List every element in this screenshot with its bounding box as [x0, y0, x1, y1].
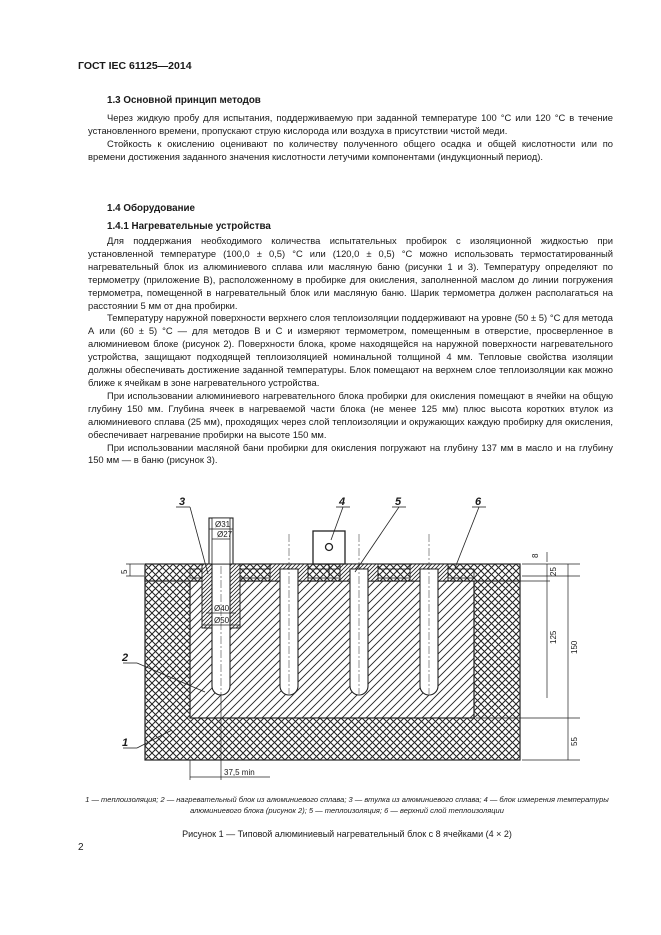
callout-2: 2	[122, 652, 129, 664]
paragraph: При использовании алюминиевого нагревательного блока пробирки для окисления помещают в ячейки на общую глубину 150 мм. Глубина ячеек в нагреваемой части блока (не менее 125 мм) плюс высота коротких втулок из алюминиевого сплава (25 мм), проходящих через слой теплоизоляции и окружающих каждую пробирку для окисления, обеспечивает нагревание пробирки на высоте 150 мм.	[88, 389, 613, 440]
callout-4: 4	[339, 496, 346, 508]
dim-d50: Ø50	[214, 616, 230, 625]
dim-25: 25	[549, 567, 558, 576]
callout-1: 1	[122, 737, 129, 749]
section-1-3-body	[88, 112, 613, 164]
section-1-4-title: 1.4 Оборудование	[107, 203, 195, 214]
callout-6: 6	[475, 496, 482, 508]
document-header: ГОСТ IEC 61125—2014	[78, 60, 192, 72]
dim-125: 125	[549, 630, 558, 644]
figure-caption: Рисунок 1 — Типовой алюминиевый нагревательный блок с 8 ячейками (4 × 2)	[182, 829, 512, 839]
callout-5: 5	[395, 496, 402, 508]
section-1-4-1-title: 1.4.1 Нагревательные устройства	[107, 221, 271, 232]
dim-d27: Ø27	[217, 530, 233, 539]
paragraph: Стойкость к окислению оценивают по количеству полученного общего осадка и общей кислотности или по времени достижения заданного значения кислотности летучими компонентами (индукционный период).	[88, 137, 613, 162]
figure-heating-block-diagram	[110, 494, 580, 784]
section-1-3-title: 1.3 Основной принцип методов	[107, 95, 261, 106]
dim-150: 150	[570, 640, 579, 654]
temperature-block	[313, 531, 345, 564]
dim-d40: Ø40	[214, 604, 230, 613]
paragraph: Для поддержания необходимого количества испытательных пробирок с изоляционной жидкостью при установленной температуре (100,0 ± 0,5) °С или (120,0 ± 0,5) °С можно использовать термостатированный нагревательный блок из алюминиевого сплава или масляную баню (рисунки 1 и 3). Температуру определяют по термометру (приложение В), расположенному в пробирке для окисления, заполненной маслом до линии погружения термометра, помещенной в нагревательный блок или масляную баню. Шарик термометра должен располагаться на расстоянии 5 мм от дна пробирки.	[88, 235, 613, 311]
figure-legend-note: 1 — теплоизоляция; 2 — нагревательный блок из алюминиевого сплава; 3 — втулка из алюминиевого сплава; 4 — блок измерения температуры алюминиевого блока (рисунок 2); 5 — теплоизоляция; 6 — верхний слой теплоизоляции	[85, 795, 609, 815]
page-number: 2	[78, 842, 84, 853]
dim-37-5-min: 37,5 min	[224, 768, 255, 777]
dim-d31: Ø31	[215, 520, 231, 529]
dim-55: 55	[570, 737, 579, 746]
dim-8: 8	[531, 553, 540, 558]
paragraph: При использовании масляной бани пробирки для окисления погружают на глубину 137 мм в масло и на глубину 150 мм — в баню (рисунок 3).	[88, 441, 613, 466]
paragraph: Через жидкую пробу для испытания, поддерживаемую при заданной температуре 100 °С или 120 °С в течение установленного времени, пропускают струю кислорода или воздуха в присутствии чистой меди.	[88, 112, 613, 136]
dim-5: 5	[120, 569, 129, 574]
section-1-4-1-body	[88, 235, 613, 467]
paragraph: Температуру наружной поверхности верхнего слоя теплоизоляции поддерживают на уровне (50 ± 5) °С для метода А или (60 ± 5) °С — для методов В и С и измеряют термометром, помещенным в отверстие, просверленное в алюминиевом блоке (рисунок 2). Поверхности блока, кроме находящейся на наружной поверхности нагревательного устройства, защищают подходящей теплоизоляцией номинальной толщиной 4 мм. Тепловые свойства изоляции должны обеспечивать достижение заданной температуры. Блок помещают на верхнем слое теплоизоляции как можно ближе к ячейкам в зоне нагревательного устройства.	[88, 312, 613, 388]
callout-3: 3	[179, 496, 186, 508]
